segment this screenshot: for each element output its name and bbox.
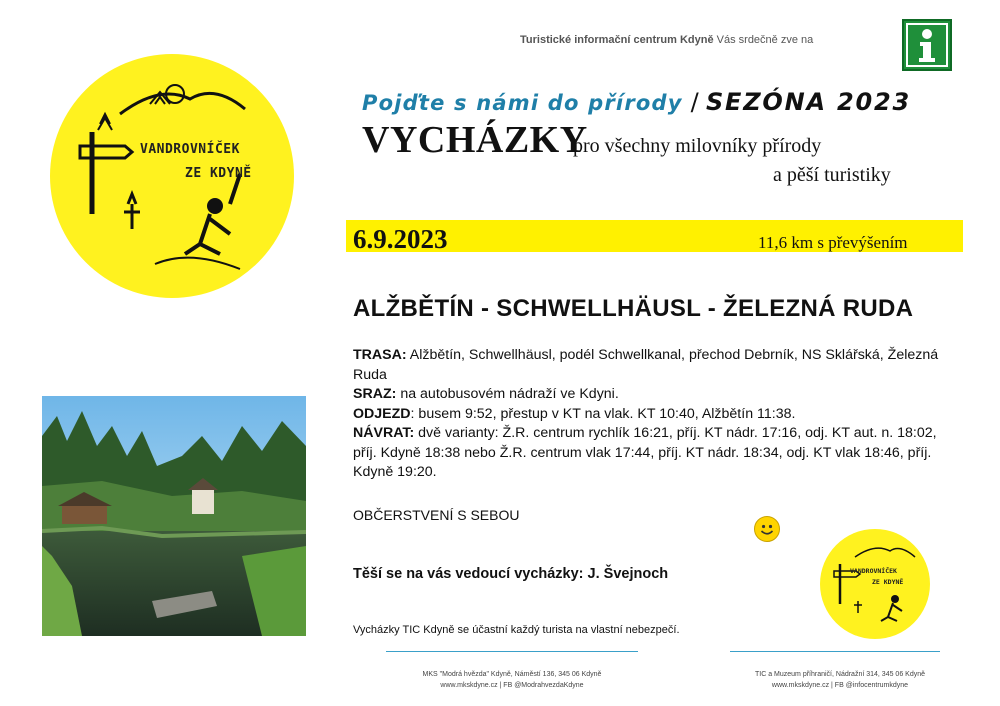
trasa-line [353,346,953,385]
trasa-label: TRASA: [353,347,407,363]
odjezd-line [353,405,953,425]
sraz-text: na autobusovém nádraží ve Kdyni. [400,386,619,402]
event-date: 6.9.2023 [353,224,448,254]
odjezd-label: ODJEZD [353,405,411,422]
info-icon [902,19,952,71]
logo-small-line2: ZE KDYNĚ [872,578,904,586]
sraz-line [353,385,953,405]
title-subtitle-2: a pěší turistiky [773,164,891,186]
trasa-text: Alžbětín, Schwellhäusl, podél Schwellkanal, přechod Debrník, NS Sklářská, Železná Ruda [353,347,939,383]
tagline-text: Pojďte s námi do přírody [362,91,683,115]
vandrovnicek-logo [50,54,294,298]
refreshment-note: OBČERSTVENÍ S SEBOU [353,507,520,523]
invite-text: Vás srdečně zve na [716,34,814,46]
navrat-label: NÁVRAT: [353,425,415,441]
season: SEZÓNA 2023 [705,88,912,116]
lake-photo [42,396,306,636]
footer-left-line1: MKS "Modrá hvězda" Kdyně, Náměstí 136, 345 06 Kdyně [422,671,602,678]
footer-right-line1: TIC a Muzeum příhraničí, Nádražní 314, 345 06 Kdyně [754,671,926,678]
header-note [520,34,813,46]
footer-right-line2: www.mkskdyne.cz | FB @infocentrumkdyne [771,682,909,689]
route-title: ALŽBĚTÍN - SCHWELLHÄUSL - ŽELEZNÁ RUDA [353,295,914,322]
sraz-label: SRAZ: [353,386,397,402]
center-name: Turistické informační centrum Kdyně [520,34,714,46]
footer-right [710,669,970,691]
navrat-text: dvě varianty: Ž.R. centrum rychlík 16:21, příj. KT nádr. 17:16, odj. KT aut. n. 18:02, příj. Kdyně 18:38 nebo Ž.R. centrum vlak 17:44, příj. KT nádr. 18:34, odj. KT vlak 18:46, příj. Kdyně 19:20. [353,425,937,480]
footer-left [382,669,642,691]
event-distance: 11,6 km s převýšením [758,233,908,252]
tagline [362,88,911,116]
footer-divider-left [386,651,638,652]
tagline-separator: / [690,88,700,116]
footer-divider-right [730,651,940,652]
trip-details [353,346,953,483]
vandrovnicek-logo-small [820,529,930,639]
disclaimer: Vycházky TIC Kdyně se účastní každý turista na vlastní nebezpečí. [353,624,680,636]
navrat-line [353,424,953,483]
logo-line2: ZE KDYNĚ [185,166,252,181]
leader-line: Těší se na vás vedoucí vycházky: J. Švejnoch [353,566,669,582]
odjezd-text: : busem 9:52, přestup v KT na vlak. KT 10:40, Alžbětín 11:38. [410,405,796,422]
logo-small-line1: VANDROVNÍČEK [850,567,897,575]
smiley-icon [754,516,780,542]
title-subtitle-1: pro všechny milovníky přírody [573,135,822,157]
footer-left-line2: www.mkskdyne.cz | FB @ModrahvezdaKdyne [440,682,584,689]
page-title: VYCHÁZKY [362,119,588,161]
logo-line1: VANDROVNÍČEK [140,142,240,157]
